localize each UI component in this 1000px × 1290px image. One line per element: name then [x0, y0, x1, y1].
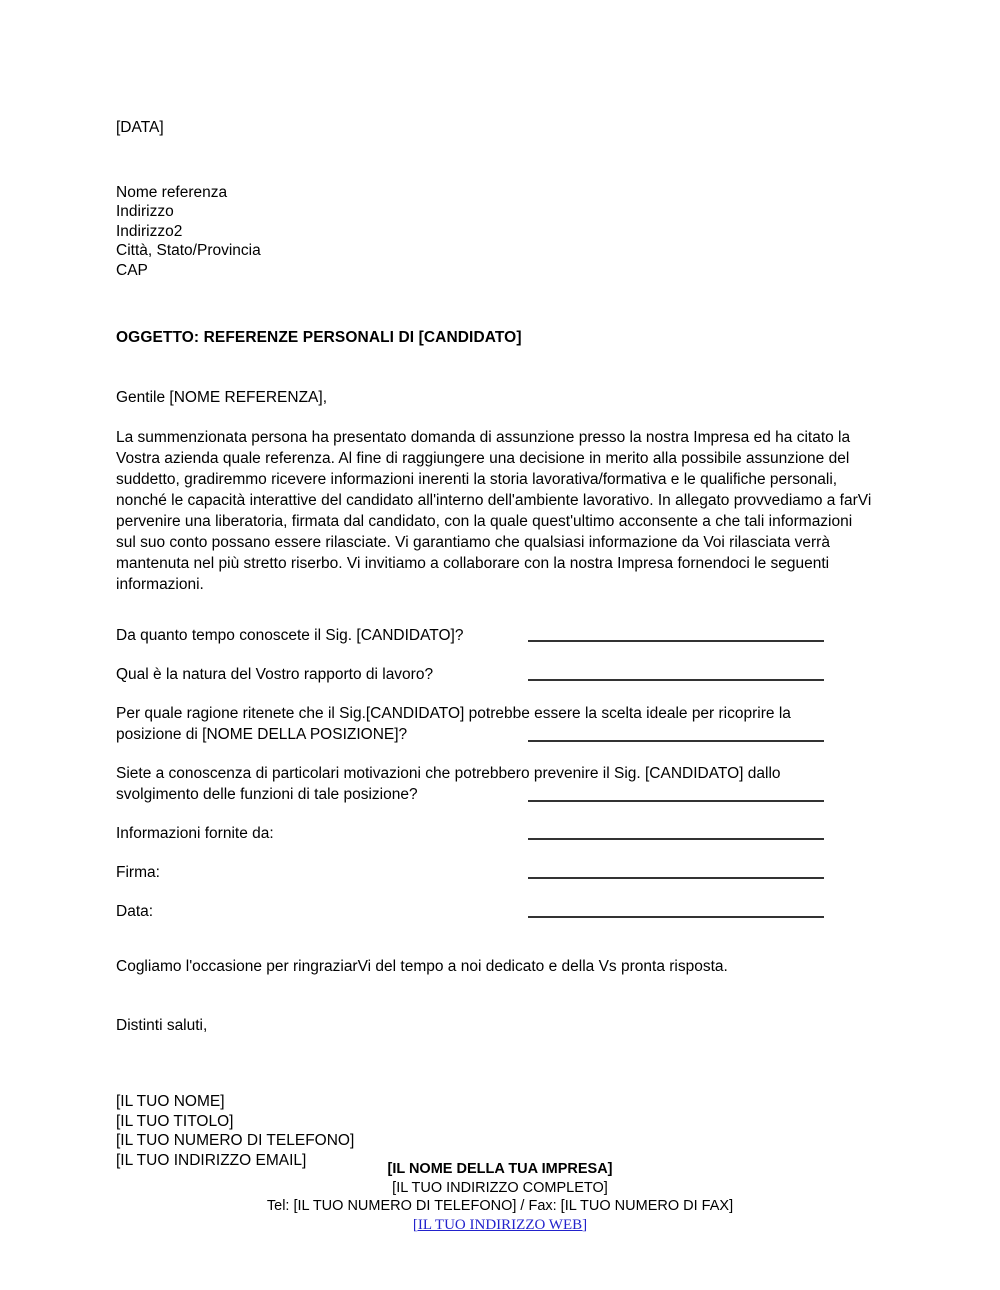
question-row	[116, 664, 876, 685]
question-row	[116, 625, 876, 646]
question-row	[116, 862, 876, 883]
page-footer	[0, 1160, 1000, 1235]
sender-title: [IL TUO TITOLO]	[116, 1112, 234, 1130]
questions-list	[116, 625, 876, 922]
recipient-address-block	[116, 183, 876, 281]
question-label: Qual è la natura del Vostro rapporto di lavoro?	[116, 666, 434, 683]
question-row	[116, 763, 876, 805]
recipient-address1: Indirizzo	[116, 203, 174, 220]
answer-line[interactable]	[528, 800, 824, 802]
answer-line[interactable]	[528, 877, 824, 879]
question-row	[116, 901, 876, 922]
question-row	[116, 703, 876, 745]
subject-line: OGGETTO: REFERENZE PERSONALI DI [CANDIDATO]	[116, 329, 522, 346]
closing-statement: Cogliamo l'occasione per ringraziarVi del tempo a noi dedicato e della Vs pronta risposta.	[116, 958, 728, 975]
recipient-name: Nome referenza	[116, 183, 228, 201]
question-label: Firma:	[116, 864, 160, 881]
valediction: Distinti saluti,	[116, 1017, 208, 1034]
body-paragraph: La summenzionata persona ha presentato domanda di assunzione presso la nostra Impresa ed ha citato la Vostra azienda quale referenza. Al fine di raggiungere una decisione in merito alla possibile assunzione del suddetto, gradiremmo ricevere informazioni inerenti la storia lavorativa/formativa e le qualifiche personali, nonché le capacità interattive del candidato all'interno dell'ambiente lavorativo. In allegato provvediamo a farVi pervenire una liberatoria, firmata dal candidato, con la quale quest'ultimo acconsente a che tali informazioni sul suo conto possano essere rilasciate. Vi garantiamo che qualsiasi informazione da Voi rilasciata verrà mantenuta nel più stretto riserbo. Vi invitiamo a collaborare con la nostra Impresa fornendoci le seguenti informazioni.	[116, 429, 872, 593]
question-label: Per quale ragione ritenete che il Sig.[CANDIDATO] potrebbe essere la scelta ideale per ricoprire la posizione di [NOME DELLA POSIZIONE]?	[116, 705, 791, 743]
recipient-city-state: Città, Stato/Provincia	[116, 242, 261, 259]
date-field: [DATA]	[116, 119, 164, 136]
footer-website-link[interactable]: [IL TUO INDIRIZZO WEB]	[412, 1216, 588, 1233]
footer-contact: Tel: [IL TUO NUMERO DI TELEFONO] / Fax: [IL TUO NUMERO DI FAX]	[266, 1198, 734, 1214]
recipient-postal-code: CAP	[116, 261, 148, 279]
footer-company-name: [IL NOME DELLA TUA IMPRESA]	[387, 1161, 613, 1177]
answer-line[interactable]	[528, 679, 824, 681]
footer-address: [IL TUO INDIRIZZO COMPLETO]	[392, 1179, 608, 1196]
question-label: Siete a conoscenza di particolari motivazioni che potrebbero prevenire il Sig. [CANDIDATO] dallo svolgimento delle funzioni di tale posizione?	[116, 765, 781, 803]
question-label: Data:	[116, 903, 154, 920]
letter-body	[116, 118, 876, 1170]
answer-line[interactable]	[528, 916, 824, 918]
sender-name: [IL TUO NOME]	[116, 1093, 225, 1110]
answer-line[interactable]	[528, 838, 824, 840]
question-label: Da quanto tempo conoscete il Sig. [CANDIDATO]?	[116, 627, 464, 644]
question-row	[116, 823, 876, 844]
signature-block	[116, 1092, 876, 1170]
sender-email: [IL TUO INDIRIZZO EMAIL]	[116, 1151, 307, 1169]
salutation: Gentile [NOME REFERENZA],	[116, 388, 328, 406]
answer-line[interactable]	[528, 640, 824, 642]
sender-phone: [IL TUO NUMERO DI TELEFONO]	[116, 1132, 355, 1149]
recipient-address2: Indirizzo2	[116, 222, 183, 240]
question-label: Informazioni fornite da:	[116, 825, 274, 842]
answer-line[interactable]	[528, 740, 824, 742]
